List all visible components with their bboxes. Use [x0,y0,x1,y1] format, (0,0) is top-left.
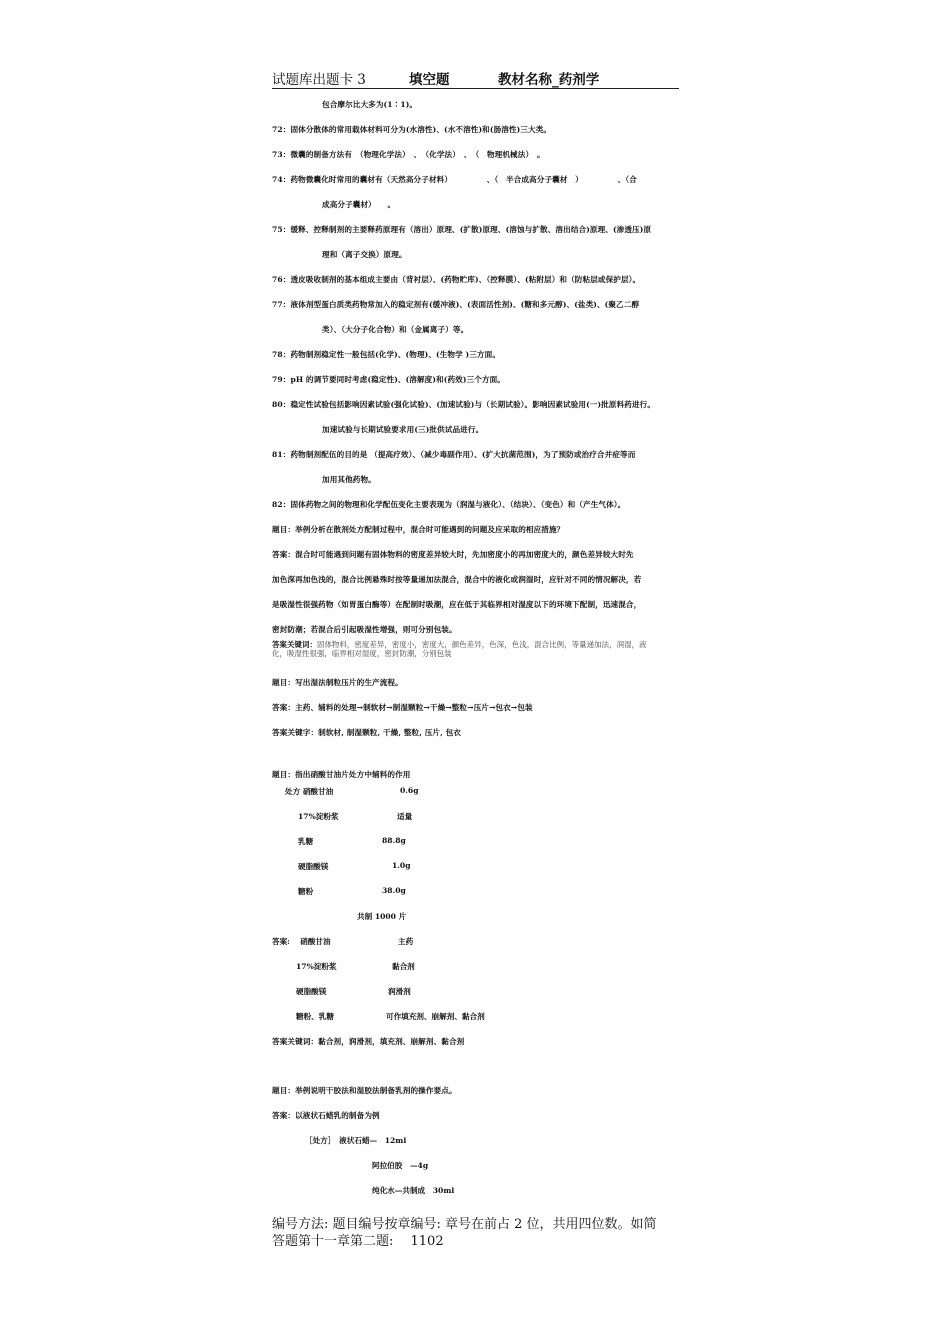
text-line: 77：液体剂型蛋白质类药物常加入的稳定剂有(缓冲液)、(表面活性剂)、(糖和多元醇)、(盐类)、(聚乙二醇 [272,300,640,309]
ingredient-name: 处方 硝酸甘油 [285,787,334,796]
answer-role: 黏合剂 [392,962,415,971]
ingredient-amount: 88.8g [382,836,406,845]
text-line: 成高分子囊材） 。 [322,200,396,209]
text-line: 答案：混合时可能遇到问题有固体物料的密度差异较大时，先加密度小的再加密度大的，颜色差异较大时先 [272,550,634,559]
ingredient-amount: 38.0g [382,886,406,895]
ingredient-amount: 1.0g [392,861,411,870]
answer-ingredient: 答案: 硝酸甘油 [272,937,331,946]
text-line: 类）、（大分子化合物）和（金属离子）等。 [322,325,469,334]
text-line: 包合摩尔比大多为(1∶1)。 [322,100,418,109]
footer-line: 答题第十一章第二题: 1102 [272,1234,444,1249]
emulsion-line: 纯化水—共制成 30ml [372,1186,455,1195]
answer-ingredient: 糖粉、乳糖 [296,1012,334,1021]
numbering-note [272,1216,692,1250]
ingredient-amount: 0.6g [400,786,419,795]
text-line: 80：稳定性试验包括影响因素试验(强化试验)、(加速试验)与（长期试验）。影响因素试验用(一)批原料药进行。 [272,400,656,409]
keywords-label: 答案关键词： [272,640,317,649]
card-header [272,66,679,89]
text-line: 答案关键词：黏合剂，润滑剂，填充剂、崩解剂、黏合剂 [272,1037,465,1046]
answer-role: 主药 [398,937,414,946]
answer-ingredient: 硬脂酸镁 [296,987,327,996]
text-line: 加用其他药物。 [322,475,376,484]
text-line: 72：固体分散体的常用载体材料可分为(水溶性)、(水不溶性)和(肠溶性)三大类。 [272,125,552,134]
answer-role: 润滑剂 [388,987,411,996]
ingredient-name: 硬脂酸镁 [298,862,329,871]
text-line: 理和（离子交换）原理。 [322,250,407,259]
textbook-name: 教材名称_药剂学 [498,72,600,88]
ingredient-name: 17%淀粉浆 [298,812,339,821]
prescription-total: 共制 1000 片 [357,912,407,921]
text-line: 题目：举例说明干胶法和湿胶法制备乳剂的操作要点。 [272,1086,457,1095]
footer-line: 编号方法: 题目编号按章编号: 章号在前占 2 位，共用四位数。如简 [272,1217,657,1232]
text-line: 加速试验与长期试验要求用(三)批供试品进行。 [322,425,484,434]
text-line: 76：透皮吸收制剂的基本组成主要由（背衬层）、(药物贮库)、（控释膜）、(粘附层）和（防粘层或保护层）。 [272,275,641,284]
text-line: 79：pH 的调节要同时考虑(稳定性)、(溶解度)和(药效)三个方面。 [272,375,506,384]
ingredient-name: 乳糖 [298,837,314,846]
text-line: 73：微囊的制备方法有 （物理化学法） 、 （化学法） 、 （ 物理机械法） 。 [272,150,545,159]
text-line: 74：药物微囊化时常用的囊材有（天然高分子材料） 、（ 半合成高分子囊材 ） 、（合 [272,175,637,184]
text-line: 答案：以液状石蜡乳的制备为例 [272,1111,380,1120]
ingredient-name: 糖粉 [298,887,314,896]
text-line: 加色深再加色浅的，混合比例悬殊时按等量递加法混合，混合中的液化或润湿时，应针对不同的情况解决，若 [272,575,642,584]
text-line: 答案关键字：制软材, 制湿颗粒, 干燥, 整粒, 压片, 包衣 [272,728,462,737]
answer-keywords [272,640,647,658]
text-line: 题目：指出硝酸甘油片处方中辅料的作用 [272,770,411,779]
question-type: 填空题 [409,72,450,88]
text-line: 题目：写出湿法制粒压片的生产流程。 [272,678,403,687]
keywords-line: 固体物料，密度差异，密度小，密度大，颜色差异，色深，色浅，混合比例，等量递加法，润湿，液 [316,640,647,649]
text-line: 81：药物制剂配伍的目的是 （提高疗效）、（减少毒副作用）、(扩大抗菌范围)，为了预防或治疗合并症等而 [272,450,636,459]
emulsion-line: 阿拉伯胶 —4g [372,1161,429,1170]
text-line: 75：缓释、控释制剂的主要释药原理有（溶出）原理、(扩散)原理、(溶蚀与扩散、溶出结合)原理、(渗透压)原 [272,225,652,234]
text-line: 题目：举例分析在散剂处方配制过程中，混合时可能遇到的问题及应采取的相应措施？ [272,525,565,534]
keywords-line: 化，吸湿性很强，临界相对湿度，密封防潮，分别包装 [272,649,452,658]
text-line: 答案：主药、辅料的处理→制软材→制湿颗粒→干燥→整粒→压片→包衣→包装 [272,703,533,712]
ingredient-amount: 适量 [397,812,413,821]
text-line: 是吸湿性很强药物（如胃蛋白酶等）在配制时吸潮，应在低于其临界相对湿度以下的环境下配制，迅速混合， [272,600,642,609]
text-line: 82：固体药物之间的物理和化学配伍变化主要表现为（润湿与液化）、（结块）、（变色）和（产生气体）。 [272,500,626,509]
answer-role: 可作填充剂、崩解剂、黏合剂 [386,1012,485,1021]
card-number: 试题库出题卡 3 [272,72,366,88]
text-line: 密封防潮；若混合后引起吸湿性增强，则可分别包装。 [272,625,457,634]
text-line: 78：药物制剂稳定性一般包括(化学)、(物理)、(生物学 )三方面。 [272,350,501,359]
answer-ingredient: 17%淀粉浆 [296,962,337,971]
emulsion-line: ［处方］ 液状石蜡— 12ml [305,1136,407,1145]
